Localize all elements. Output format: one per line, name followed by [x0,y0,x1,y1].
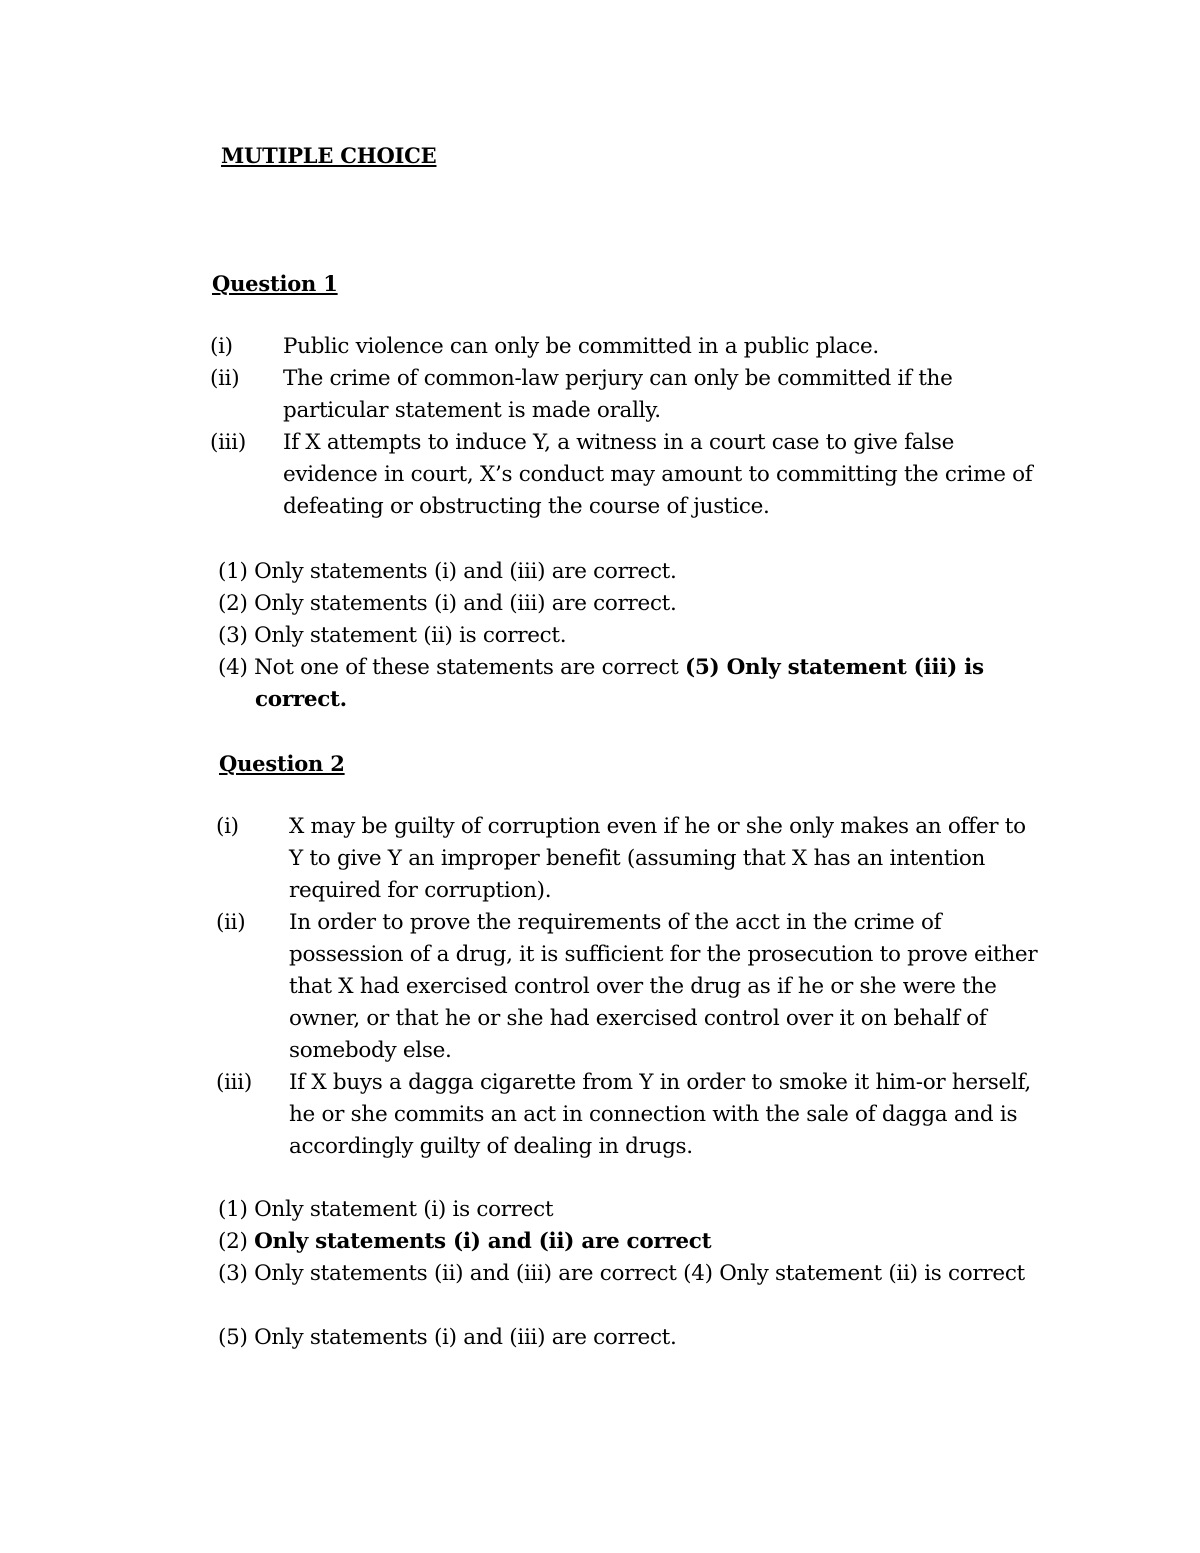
question-1-statement-ii [210,363,1040,427]
statement-text: If X attempts to induce Y, a witness in a court case to give false evidence in court, X’s conduct may amount to committing the crime of defeating or obstructing the course of justice. [283,430,1033,519]
statement-text: In order to prove the requirements of the acct in the crime of possession of a drug, it is sufficient for the prosecution to prove either that X had exercised control over the drug as if he or she were the owner, or that he or she had exercised control over it on behalf of somebody else. [289,910,1038,1063]
statement-number: (ii) [210,366,240,391]
question-1-statement-i [210,331,1040,363]
statement-text: If X buys a dagga cigarette from Y in order to smoke it him-or herself, he or she commits an act in connection with the sale of dagga and is accordingly guilty of dealing in drugs. [289,1070,1031,1159]
question-2-option-5: (5) Only statements (i) and (iii) are correct. [218,1325,677,1350]
statement-number: (iii) [210,430,246,455]
question-1-option-3: (3) Only statement (ii) is correct. [218,623,567,648]
question-2-statement-i [216,811,1046,907]
question-1-option-1: (1) Only statements (i) and (iii) are correct. [218,559,677,584]
page-title: MUTIPLE CHOICE [221,143,437,168]
question-1-heading: Question 1 [212,271,338,296]
question-2-option-1: (1) Only statement (i) is correct [218,1197,554,1222]
statement-text: The crime of common-law perjury can only be committed if the particular statement is made orally. [283,366,953,423]
question-1-option-2: (2) Only statements (i) and (iii) are correct. [218,591,677,616]
question-1-statement-iii [210,427,1040,523]
statement-text: Public violence can only be committed in a public place. [283,334,879,359]
question-2-statement-iii [216,1067,1046,1163]
question-2-option-2: (2) Only statements (i) and (ii) are correct [218,1229,712,1254]
question-1-option-4: (4) Not one of these statements are correct (5) Only statement (iii) is correct. [218,655,984,712]
question-2-option-3: (3) Only statements (ii) and (iii) are correct (4) Only statement (ii) is correct [218,1261,1025,1286]
statement-text: X may be guilty of corruption even if he or she only makes an offer to Y to give Y an improper benefit (assuming that X has an intention required for corruption). [289,814,1026,903]
statement-number: (iii) [216,1070,252,1095]
question-2-correct-answer: Only statements (i) and (ii) are correct [254,1229,712,1254]
question-1-correct-answer: (5) Only statement (iii) is correct. [255,655,984,712]
statement-number: (ii) [216,910,246,935]
question-2-statement-ii [216,907,1046,1067]
question-2-heading: Question 2 [219,751,345,776]
statement-number: (i) [216,814,239,839]
statement-number: (i) [210,334,233,359]
